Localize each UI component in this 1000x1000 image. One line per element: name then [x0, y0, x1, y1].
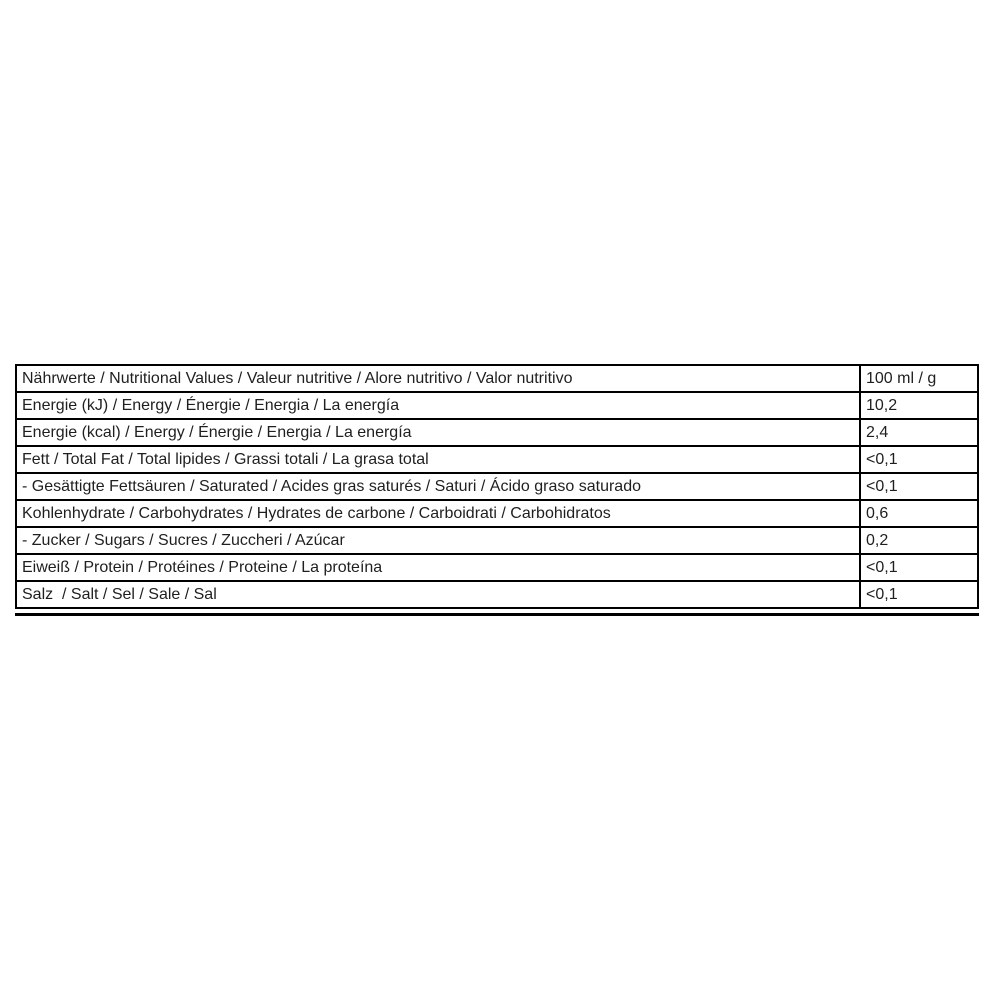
nutrient-label-cell: - Gesättigte Fettsäuren / Saturated / Acides gras saturés / Saturi / Ácido graso saturado [16, 473, 860, 500]
table-row [16, 500, 978, 527]
table-row [16, 446, 978, 473]
header-label-cell: Nährwerte / Nutritional Values / Valeur nutritive / Alore nutritivo / Valor nutritivo [16, 365, 860, 392]
header-value-cell: 100 ml / g [860, 365, 978, 392]
table-outer-bottom-border [15, 613, 979, 616]
nutrient-label-cell: Energie (kcal) / Energy / Énergie / Energia / La energía [16, 419, 860, 446]
nutrient-value-cell: 0,2 [860, 527, 978, 554]
table-row [16, 419, 978, 446]
nutrient-value-cell: <0,1 [860, 446, 978, 473]
nutrient-label-cell: Eiweiß / Protein / Protéines / Proteine / La proteína [16, 554, 860, 581]
nutrient-label-cell: Energie (kJ) / Energy / Énergie / Energia / La energía [16, 392, 860, 419]
table-row [16, 473, 978, 500]
table-row [16, 392, 978, 419]
table-row [16, 527, 978, 554]
nutrient-value-cell: 10,2 [860, 392, 978, 419]
nutrient-value-cell: <0,1 [860, 554, 978, 581]
nutrient-value-cell: 2,4 [860, 419, 978, 446]
nutrient-label-cell: Fett / Total Fat / Total lipides / Grassi totali / La grasa total [16, 446, 860, 473]
table-header-row [16, 365, 978, 392]
nutrient-value-cell: 0,6 [860, 500, 978, 527]
table-row [16, 581, 978, 608]
nutrient-label-cell: - Zucker / Sugars / Sucres / Zuccheri / Azúcar [16, 527, 860, 554]
nutrient-value-cell: <0,1 [860, 581, 978, 608]
table-row [16, 554, 978, 581]
nutrient-label-cell: Salz / Salt / Sel / Sale / Sal [16, 581, 860, 608]
nutrient-label-cell: Kohlenhydrate / Carbohydrates / Hydrates de carbone / Carboidrati / Carbohidratos [16, 500, 860, 527]
nutrient-value-cell: <0,1 [860, 473, 978, 500]
nutrition-table-container [15, 364, 979, 616]
nutrition-table [15, 364, 979, 609]
